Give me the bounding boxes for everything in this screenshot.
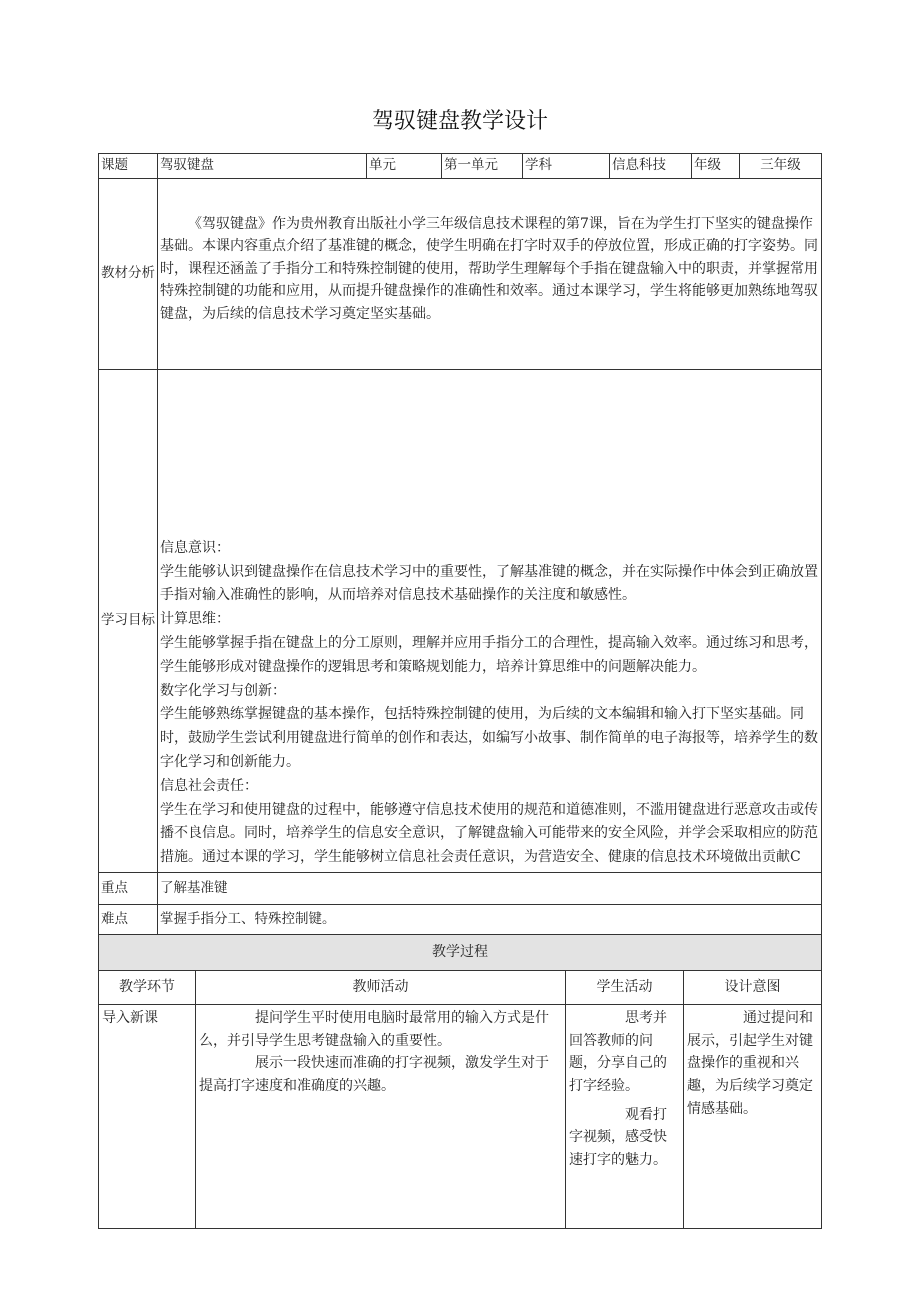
difficulty-text: 掌握手指分工、特殊控制键。 <box>158 905 822 936</box>
objectives-label: 学习目标 <box>99 370 158 873</box>
student-activity: 思考并回答教师的问题，分享自己的打字经验。 <box>569 1010 667 1095</box>
student-activity-cell <box>566 1005 684 1229</box>
grade-value: 三年级 <box>740 154 822 179</box>
teaching-process-table <box>98 934 822 1229</box>
objective-text: 学生能够熟练掌握键盘的基本操作，包括特殊控制键的使用，为后续的文本编辑和输入打下坚实基础。同时，鼓励学生尝试利用键盘进行简单的创作和表达，如编写小故事、制作简单的电子海报等，培养学生的数字化学习和创新能力。 <box>160 706 818 771</box>
unit-label: 单元 <box>367 154 442 179</box>
design-intent: 通过提问和展示，引起学生对键盘操作的重视和兴趣，为后续学习奠定情感基础。 <box>687 1010 813 1117</box>
stage-name: 导入新课 <box>102 1010 158 1026</box>
topic-value: 驾驭键盘 <box>158 154 367 179</box>
objective-heading: 信息社会责任： <box>160 777 258 794</box>
analysis-text: 《驾驭键盘》作为贵州教育出版社小学三年级信息技术课程的第7课，旨在为学生打下坚实的键盘操作基础。本课内容重点介绍了基准键的概念，使学生明确在打字时双手的停放位置，形成正确的打字姿势。同时，课程还涵盖了手指分工和特殊控制键的使用，帮助学生理解每个手指在键盘输入中的职责，并掌握常用特殊控制键的功能和应用，从而提升键盘操作的准确性和效率。通过本课学习，学生将能够更加熟练地驾驭键盘，为后续的信息技术学习奠定坚实基础。 <box>160 216 818 322</box>
topic-label: 课题 <box>99 154 158 179</box>
process-header-row <box>99 971 822 1005</box>
teacher-activity: 提问学生平时使用电脑时最常用的输入方式是什么，并引导学生思考键盘输入的重要性。 <box>199 1010 549 1049</box>
teacher-activity-cell <box>196 1005 566 1229</box>
difficulty-row <box>99 905 822 936</box>
key-point-text: 了解基准键 <box>158 873 822 905</box>
key-point-label: 重点 <box>99 873 158 905</box>
info-row <box>99 154 822 179</box>
column-header: 教师活动 <box>196 971 566 1005</box>
design-intent-cell <box>684 1005 822 1229</box>
objective-heading: 计算思维： <box>160 611 230 628</box>
objective-heading: 数字化学习与创新： <box>160 682 286 699</box>
objective-heading: 信息意识： <box>160 539 230 556</box>
column-header: 学生活动 <box>566 971 684 1005</box>
teacher-activity: 展示一段快速而准确的打字视频，激发学生对于提高打字速度和准确度的兴趣。 <box>199 1055 549 1095</box>
student-activity: 观看打字视频，感受快速打字的魅力。 <box>569 1106 667 1169</box>
stage-cell <box>99 1005 196 1229</box>
analysis-cell <box>158 179 822 370</box>
grade-label: 年级 <box>692 154 740 179</box>
analysis-label: 教材分析 <box>99 179 158 370</box>
process-row <box>99 1005 822 1229</box>
objectives-row <box>99 370 822 873</box>
objective-text: 学生能够掌握手指在键盘上的分工原则，理解并应用手指分工的合理性，提高输入效率。通过练习和思考，学生能够形成对键盘操作的逻辑思考和策略规划能力，培养计算思维中的问题解决能力。 <box>160 635 818 675</box>
unit-value: 第一单元 <box>442 154 523 179</box>
lesson-info-table <box>98 153 822 936</box>
column-header: 教学环节 <box>99 971 196 1005</box>
difficulty-label: 难点 <box>99 905 158 936</box>
analysis-row <box>99 179 822 370</box>
subject-label: 学科 <box>523 154 610 179</box>
process-heading: 教学过程 <box>99 935 822 971</box>
objectives-cell <box>158 370 822 873</box>
objective-text: 学生在学习和使用键盘的过程中，能够遵守信息技术使用的规范和道德准则，不滥用键盘进行恶意攻击或传播不良信息。同时，培养学生的信息安全意识，了解键盘输入可能带来的安全风险，并学会采取相应的防范措施。通过本课的学习，学生能够树立信息社会责任意识，为营造安全、健康的信息技术环境做出贡献C <box>160 801 818 866</box>
key-point-row <box>99 873 822 905</box>
objective-text: 学生能够认识到键盘操作在信息技术学习中的重要性，了解基准键的概念，并在实际操作中体会到正确放置手指对输入准确性的影响，从而培养对信息技术基础操作的关注度和敏感性。 <box>160 563 818 604</box>
subject-value: 信息科技 <box>610 154 692 179</box>
column-header: 设计意图 <box>684 971 822 1005</box>
page-title: 驾驭键盘教学设计 <box>371 109 548 134</box>
